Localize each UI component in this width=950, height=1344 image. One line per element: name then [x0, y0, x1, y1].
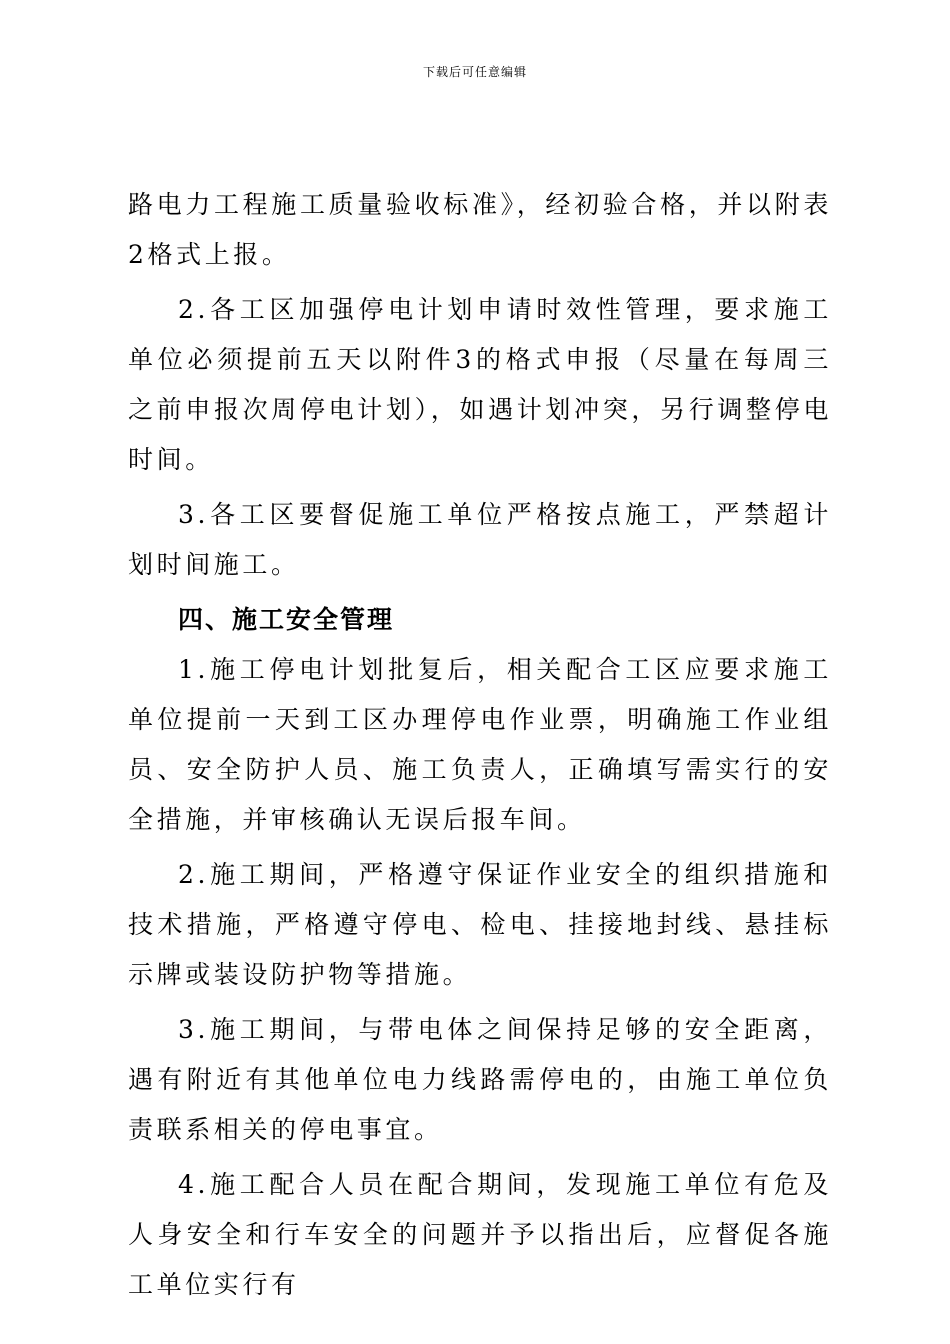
paragraph-continuation: 路电力工程施工质量验收标准》，经初验合格，并以附表2格式上报。: [128, 190, 832, 269]
paragraph-item-3: 3.各工区要督促施工单位严格按点施工，严禁超计划时间施工。: [128, 500, 832, 579]
paragraph-item-1: 1.施工停电计划批复后，相关配合工区应要求施工单位提前一天到工区办理停电作业票，明确施工作业组员、安全防护人员、施工负责人，正确填写需实行的安全措施，并审核确认无误后报车间。: [128, 655, 832, 834]
document-body: [128, 180, 832, 1310]
page-header: 下载后可任意编辑: [422, 65, 527, 79]
paragraph-item-4: 4.施工配合人员在配合期间，发现施工单位有危及人身安全和行车安全的问题并予以指出后，应督促各施工单位实行有: [128, 1170, 832, 1299]
paragraph-item-2b: 2.施工期间，严格遵守保证作业安全的组织措施和技术措施，严格遵守停电、检电、挂接地封线、悬挂标示牌或装设防护物等措施。: [128, 860, 832, 989]
section-heading: 四、施工安全管理: [178, 605, 395, 634]
paragraph-item-2: 2.各工区加强停电计划申请时效性管理，要求施工单位必须提前五天以附件3的格式申报（尽量在每周三之前申报次周停电计划），如遇计划冲突，另行调整停电时间。: [128, 295, 832, 474]
paragraph-item-3b: 3.施工期间，与带电体之间保持足够的安全距离，遇有附近有其他单位电力线路需停电的，由施工单位负责联系相关的停电事宜。: [128, 1015, 832, 1144]
